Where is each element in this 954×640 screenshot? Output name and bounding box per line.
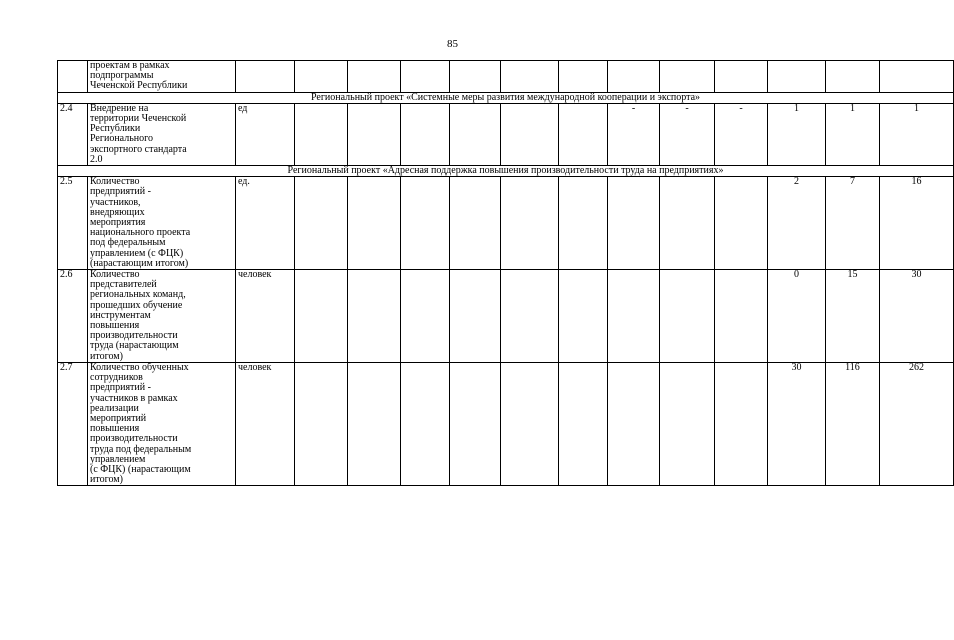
unit-cell: человек (236, 270, 295, 363)
indicator-name-cell: Внедрение на территории Чеченской Республики Регионального экспортного стандарта 2.0 (88, 103, 236, 165)
value-cell (715, 177, 768, 270)
value-cell: 15 (826, 270, 880, 363)
table-row (58, 177, 954, 270)
indicator-name-cell: Количество представителей региональных команд, прошедших обучение инструментам повышения производительности труда (нарастающим итогом) (88, 270, 236, 363)
value-cell (880, 61, 954, 93)
value-cell: 16 (880, 177, 954, 270)
value-cell (348, 270, 401, 363)
section-title: Региональный проект «Адресная поддержка повышения производительности труда на предприятиях» (58, 166, 954, 177)
value-cell (501, 61, 559, 93)
value-cell (660, 61, 715, 93)
value-cell (660, 177, 715, 270)
value-cell: - (715, 103, 768, 165)
value-cell (348, 177, 401, 270)
value-cell (559, 362, 608, 485)
value-cell (608, 362, 660, 485)
value-cell (236, 61, 295, 93)
value-cell: 262 (880, 362, 954, 485)
value-cell (559, 103, 608, 165)
value-cell (295, 270, 348, 363)
value-cell: 1 (826, 103, 880, 165)
unit-cell: человек (236, 362, 295, 485)
value-cell (450, 177, 501, 270)
table-row-continuation (58, 61, 954, 93)
value-cell (401, 177, 450, 270)
value-cell (450, 362, 501, 485)
value-cell (501, 270, 559, 363)
value-cell (660, 362, 715, 485)
value-cell (450, 103, 501, 165)
value-cell (401, 61, 450, 93)
section-header-row (58, 92, 954, 103)
section-title: Региональный проект «Системные меры развития международной кооперации и экспорта» (58, 92, 954, 103)
value-cell (501, 362, 559, 485)
value-cell: 2 (768, 177, 826, 270)
value-cell: 116 (826, 362, 880, 485)
row-number-cell (58, 61, 88, 93)
value-cell (450, 61, 501, 93)
value-cell (501, 103, 559, 165)
value-cell (401, 103, 450, 165)
value-cell (348, 362, 401, 485)
value-cell: - (660, 103, 715, 165)
value-cell: 1 (768, 103, 826, 165)
row-number-cell: 2.5 (58, 177, 88, 270)
indicator-name-cell: Количество обученных сотрудников предприятий - участников в рамках реализации мероприятий повышения производительности труда под федеральным управлением (с ФЦК) (нарастающим итогом) (88, 362, 236, 485)
unit-cell: ед (236, 103, 295, 165)
value-cell: 7 (826, 177, 880, 270)
value-cell (348, 103, 401, 165)
value-cell (608, 177, 660, 270)
value-cell (401, 362, 450, 485)
value-cell (768, 61, 826, 93)
value-cell (295, 61, 348, 93)
value-cell (608, 270, 660, 363)
value-cell: - (608, 103, 660, 165)
value-cell (401, 270, 450, 363)
value-cell (501, 177, 559, 270)
value-cell: 0 (768, 270, 826, 363)
value-cell (660, 270, 715, 363)
value-cell: 30 (880, 270, 954, 363)
row-number-cell: 2.6 (58, 270, 88, 363)
value-cell (295, 362, 348, 485)
value-cell: 30 (768, 362, 826, 485)
table-row (58, 103, 954, 165)
row-number-cell: 2.7 (58, 362, 88, 485)
row-number-cell: 2.4 (58, 103, 88, 165)
value-cell (450, 270, 501, 363)
value-cell (715, 362, 768, 485)
page-number: 85 (447, 38, 458, 50)
unit-cell: ед. (236, 177, 295, 270)
value-cell (826, 61, 880, 93)
section-header-row (58, 166, 954, 177)
indicator-name-cell: проектам в рамках подпрограммы Чеченской Республики (88, 61, 236, 93)
table-row (58, 362, 954, 485)
value-cell: 1 (880, 103, 954, 165)
value-cell (295, 177, 348, 270)
value-cell (559, 177, 608, 270)
value-cell (295, 103, 348, 165)
value-cell (559, 270, 608, 363)
table-body (58, 61, 954, 486)
table-row (58, 270, 954, 363)
value-cell (608, 61, 660, 93)
value-cell (715, 270, 768, 363)
indicators-table (57, 60, 954, 486)
indicator-name-cell: Количество предприятий - участников, внедряющих мероприятия национального проекта под федеральным управлением (с ФЦК) (нарастающим итогом) (88, 177, 236, 270)
value-cell (348, 61, 401, 93)
value-cell (715, 61, 768, 93)
value-cell (559, 61, 608, 93)
